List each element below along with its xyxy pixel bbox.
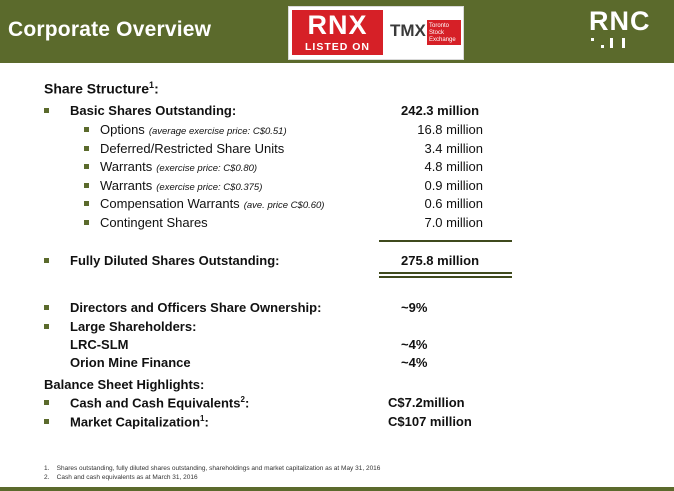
share-item-value: 0.9 million [424, 177, 483, 193]
share-item-label: Deferred/Restricted Share Units [100, 140, 285, 156]
balance-sheet-heading: Balance Sheet Highlights: [44, 377, 205, 392]
share-item-label: Warrants (exercise price: C$0.375) [100, 177, 263, 193]
share-item-note: (exercise price: C$0.375) [156, 181, 263, 193]
directors-value: ~9% [401, 300, 428, 315]
basic-shares-value: 242.3 million [401, 103, 480, 118]
listed-on-text: LISTED ON [304, 41, 370, 53]
footnote-2: 2. Cash and cash equivalents as at March 31, 2016 [44, 474, 198, 481]
basic-shares-label: Basic Shares Outstanding: [70, 103, 237, 118]
cash-label: Cash and Cash Equivalents$^2$: [70, 395, 250, 411]
share-item-note: (ave. price C$0.60) [243, 200, 325, 212]
fully-diluted-value: 275.8 million [401, 253, 480, 268]
holder-orion-value: ~4% [401, 355, 428, 370]
cash-value: C$7.2million [388, 395, 465, 410]
holder-lrc-value: ~4% [401, 337, 428, 352]
footer-bar [0, 487, 674, 491]
market-cap-label: Market Capitalization$^1$: [70, 414, 209, 430]
total-rule-2 [379, 276, 512, 278]
share-item-note: (average exercise price: C$0.51) [148, 126, 287, 137]
share-item-label: Warrants (exercise price: C$0.80) [100, 159, 258, 175]
bullet-icon [44, 419, 49, 424]
bullet-icon [44, 400, 49, 405]
market-cap-value: C$107 million [388, 414, 472, 429]
share-item-value: 4.8 million [424, 159, 483, 175]
tsx-exchange-name: Toronto Stock Exchange [429, 23, 456, 43]
tsx-box [427, 20, 461, 45]
sub-bullet-icon [84, 201, 89, 206]
bullet-icon [44, 324, 49, 329]
sub-bullet-icon [84, 146, 89, 151]
sub-bullet-icon [84, 183, 89, 188]
share-item-label: Compensation Warrants (ave. price C$0.60) [100, 196, 325, 212]
listing-badge [288, 6, 464, 60]
page-title: Corporate Overview [8, 18, 212, 41]
bullet-icon [44, 305, 49, 310]
rnx-ticker-box [292, 10, 383, 55]
share-item-note: (exercise price: C$0.80) [156, 163, 258, 175]
footnote-1: 1. Shares outstanding, fully diluted shares outstanding, shareholdings and market capitalization as at May 31, 2016 [44, 465, 381, 472]
sub-bullet-icon [84, 127, 89, 132]
fully-diluted-label: Fully Diluted Shares Outstanding: [70, 253, 280, 268]
subtotal-rule [379, 240, 512, 242]
share-item-value: 3.4 million [424, 140, 483, 156]
share-item-value: 0.6 million [424, 196, 483, 212]
sub-bullet-icon [84, 220, 89, 225]
holder-orion-label: Orion Mine Finance [70, 355, 191, 370]
rnx-ticker-text: RNX [307, 10, 368, 40]
holder-lrc-label: LRC-SLM [70, 337, 129, 352]
share-item-label: Contingent Shares [100, 215, 208, 230]
total-rule-1 [379, 272, 512, 274]
share-item-value: 7.0 million [424, 215, 483, 230]
company-logo: RNC [589, 6, 651, 36]
bullet-icon [44, 258, 49, 263]
large-shareholders-label: Large Shareholders: [70, 319, 197, 334]
header-bar [0, 0, 674, 63]
bullet-icon [44, 108, 49, 113]
directors-label: Directors and Officers Share Ownership: [70, 300, 322, 315]
share-item-value: 16.8 million [417, 122, 483, 137]
sub-bullet-icon [84, 164, 89, 169]
share-item-label: Options (average exercise price: C$0.51) [100, 122, 287, 137]
share-structure-heading: Share Structure$^1$: [44, 80, 159, 97]
tmx-logo: TMX [390, 21, 426, 40]
